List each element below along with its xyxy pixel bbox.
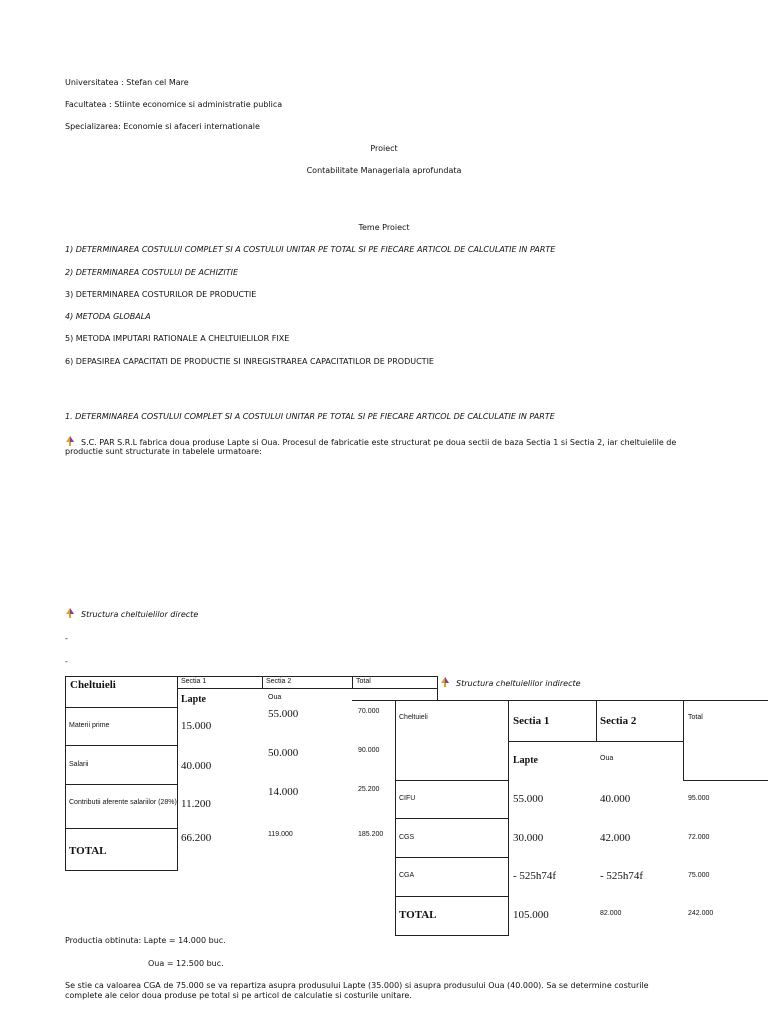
indirect-cell-s1: - 525h74f: [513, 870, 557, 882]
direct-cell-s2: 50.000: [268, 747, 299, 759]
direct-cell-s1: 40.000: [181, 760, 212, 772]
direct-cell-s2: 55.000: [268, 708, 299, 720]
indirect-cell-s2: - 525h74f: [600, 870, 644, 882]
direct-header-lapte: Lapte: [181, 694, 206, 705]
indirect-row-label: CGA: [399, 872, 415, 879]
dash-marker: -: [65, 634, 68, 643]
theme-item-6: 6) DEPASIREA CAPACITATI DE PRODUCTIE SI INREGISTRAREA CAPACITATILOR DE PRODUCTIE: [65, 357, 434, 366]
direct-header-total: Total: [356, 678, 371, 685]
direct-cell-total: 185.200: [358, 831, 384, 838]
indirect-cell-s1: 30.000: [513, 832, 544, 844]
indirect-header-oua: Oua: [600, 755, 614, 762]
direct-caption-text: Structura cheltuielilor directe: [81, 610, 199, 619]
indirect-cell-s2: 40.000: [600, 793, 631, 805]
direct-cell-s1: 15.000: [181, 720, 212, 732]
direct-row-label: TOTAL: [69, 845, 107, 857]
theme-item-4: 4) METODA GLOBALA: [65, 312, 151, 321]
direct-cell-s2: 119.000: [268, 831, 293, 838]
direct-header-oua: Oua: [268, 694, 282, 701]
production-line-2: Oua = 12.500 buc.: [148, 959, 224, 968]
dash-marker: -: [65, 657, 68, 666]
production-line-1: Productia obtinuta: Lapte = 14.000 buc.: [65, 936, 226, 945]
closing-paragraph-line1: Se stie ca valoarea CGA de 75.000 se va repartiza asupra produsului Lapte (35.000) si asupra produsului Oua (40.000). Sa se determine costurile: [65, 981, 649, 990]
indirect-cell-total: 75.000: [688, 872, 710, 879]
indirect-costs-caption: [440, 677, 581, 688]
themes-title: Teme Proiect: [358, 223, 410, 232]
indirect-header-total: Total: [688, 714, 703, 721]
course-title: Contabilitate Manageriala aprofundata: [306, 166, 462, 175]
indirect-cell-s1: 55.000: [513, 793, 544, 805]
university-line: Universitatea : Stefan cel Mare: [65, 78, 189, 87]
direct-first-column: [65, 676, 178, 871]
direct-cell-total: 25.200: [358, 786, 380, 793]
indirect-row-label: TOTAL: [399, 909, 437, 921]
direct-row-label: Contributii aferente salariilor (28%): [69, 799, 177, 806]
indirect-cell-total: 72.000: [688, 834, 710, 841]
indirect-cell-total: 95.000: [688, 795, 710, 802]
indirect-header-cheltuieli: Cheltuieli: [399, 714, 428, 721]
direct-cell-s1: 11.200: [181, 798, 211, 810]
direct-cell-s1: 66.200: [181, 832, 212, 844]
arrow-bullet-icon: [65, 608, 75, 618]
direct-row-label: Salarii: [69, 761, 89, 768]
direct-cell-s2: 14.000: [268, 786, 299, 798]
indirect-cell-s2: 82.000: [600, 910, 622, 917]
arrow-bullet-icon: [65, 436, 75, 446]
indirect-header-sectia1: Sectia 1: [513, 715, 550, 727]
indirect-caption-text: Structura cheltuielilor indirecte: [456, 679, 581, 688]
direct-cell-total: 70.000: [358, 708, 380, 715]
direct-header-sectia1: Sectia 1: [181, 678, 207, 685]
indirect-row-label: CGS: [399, 834, 415, 841]
indirect-cell-s2: 42.000: [600, 832, 631, 844]
direct-costs-caption: [65, 608, 198, 619]
indirect-header-sectia2: Sectia 2: [600, 715, 637, 727]
direct-cell-total: 90.000: [358, 747, 380, 754]
indirect-row-label: CIFU: [399, 795, 416, 802]
indirect-cell-total: 242.000: [688, 910, 714, 917]
intro-paragraph-line1: [65, 436, 676, 447]
theme-item-1: 1) DETERMINAREA COSTULUI COMPLET SI A COSTULUI UNITAR PE TOTAL SI PE FIECARE ARTICOL DE CALCULATIE IN PARTE: [65, 245, 556, 254]
faculty-line: Facultatea : Stiinte economice si administratie publica: [65, 100, 283, 109]
indirect-cell-s1: 105.000: [513, 909, 549, 921]
intro-text-1: S.C. PAR S.R.L fabrica doua produse Lapte si Oua. Procesul de fabricatie este structurat pe doua sectii de baza Sectia 1 si Sectia 2, iar cheltuielile de: [81, 438, 677, 447]
theme-item-5: 5) METODA IMPUTARI RATIONALE A CHELTUIELILOR FIXE: [65, 334, 290, 343]
arrow-bullet-icon: [440, 677, 450, 687]
direct-header-sectia2: Sectia 2: [266, 678, 292, 685]
section-heading: 1. DETERMINAREA COSTULUI COMPLET SI A COSTULUI UNITAR PE TOTAL SI PE FIECARE ARTICOL DE CALCULATIE IN PARTE: [65, 412, 555, 421]
theme-item-3: 3) DETERMINAREA COSTURILOR DE PRODUCTIE: [65, 290, 257, 299]
intro-paragraph-line2: productie sunt structurate in tabelele urmatoare:: [65, 447, 262, 456]
indirect-header-lapte: Lapte: [513, 755, 538, 766]
theme-item-2: 2) DETERMINAREA COSTULUI DE ACHIZITIE: [65, 268, 239, 277]
closing-paragraph-line2: complete ale celor doua produse pe total si pe articol de calculatie si costurile unitare.: [65, 991, 412, 1000]
specialization-line: Specializarea: Economie si afaceri internationale: [65, 122, 260, 131]
direct-row-label: Materii prime: [69, 722, 110, 729]
direct-header-cheltuieli: Cheltuieli: [70, 679, 116, 691]
project-label: Proiect: [370, 144, 398, 153]
